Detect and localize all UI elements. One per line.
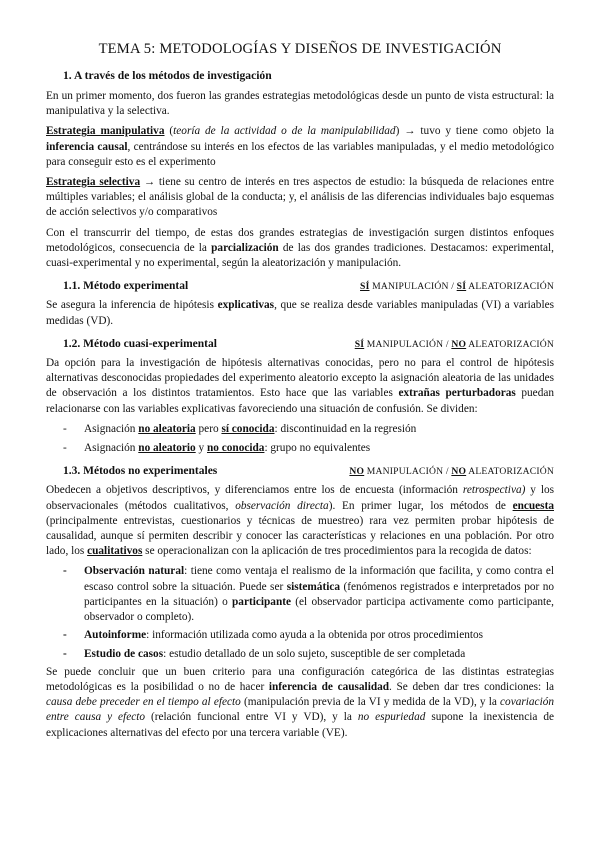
method-tag: SÍ MANIPULACIÓN / SÍ ALEATORIZACIÓN (360, 281, 554, 293)
subsection-1-3 (46, 464, 554, 479)
manipulative-paragraph: Estrategia manipulativa (teoría de la actividad o de la manipulabilidad) → tuvo y tiene como objeto la inferencia causal, centrándose su interés en los efectos de las variables manipuladas, y el medio metodológico para conseguir esto es el experimento (46, 125, 554, 168)
page-title: TEMA 5: METODOLOGÍAS Y DISEÑOS DE INVESTIGACIÓN (98, 41, 502, 57)
list-item: - Observación natural: tiene como ventaja el realismo de la información que facilita, y como contra el escaso control sobre la situación. Puede ser sistemática (fenómenos registrados e interpretados por no participantes en la situación) o participante (el observador participa activamente como participante, observador o completo). (46, 564, 554, 625)
method-tag: SÍ MANIPULACIÓN / NO ALEATORIZACIÓN (354, 338, 554, 350)
method-tag: NO MANIPULACIÓN / NO ALEATORIZACIÓN (349, 466, 554, 478)
selective-paragraph: Estrategia selectiva → tiene su centro de interés en tres aspectos de estudio: la búsqueda de relaciones entre múltiples variables; el análisis global de la conducta; y, el análisis de las diferencias individuales bajo esquemas de acción selectivos y/o comparativos (46, 176, 555, 219)
non-experimental-paragraph: Obedecen a objetivos descriptivos, y diferenciamos entre los de encuesta (información retrospectiva) y los observacionales (métodos cualitativos, observación directa). En primer lugar, los métodos de encuesta (principalmente entrevistas, cuestionarios y técnicas de muestreo) rara vez permiten probar hipótesis de causalidad, aunque sí permiten describir y conocer las características y relaciones en una población. Por otro lado, los cualitativos se operacionalizan con la aplicación de tres procedimientos para la recogida de datos: (46, 484, 555, 558)
subsection-title: 1.3. Métodos no experimentales (63, 465, 218, 478)
subsection-title: 1.2. Método cuasi-experimental (63, 337, 217, 350)
list-item: - Estudio de casos: estudio detallado de un solo sujeto, susceptible de ser completada (46, 647, 554, 662)
subsection-title: 1.1. Método experimental (63, 280, 189, 293)
experimental-paragraph: Se asegura la inferencia de hipótesis explicativas, que se realiza desde variables manipuladas (VI) a variables medidas (VD). (46, 299, 554, 327)
conclusion-paragraph: Se puede concluir que un buen criterio para una configuración categórica de las distintas estrategias metodológicas es la posibilidad o no de hacer inferencia de causalidad. Se deben dar tres condiciones: la causa debe preceder en el tiempo al efecto (manipulación previa de la VI y medida de la VD), y la covariación entre causa y efecto (relación funcional entre VI y VD), y la no espuriedad supone la inexistencia de explicaciones alternativas del efecto por una tercera variable (VE). (46, 665, 555, 739)
subsection-1-1 (46, 279, 554, 294)
section-heading: 1. A través de los métodos de investigación (63, 69, 272, 82)
subsection-1-2 (46, 337, 554, 352)
list-item: - Asignación no aleatoria pero sí conocida: discontinuidad en la regresión (46, 422, 554, 437)
list-item: - Asignación no aleatorio y no conocida: grupo no equivalentes (46, 441, 554, 456)
quasi-paragraph: Da opción para la investigación de hipótesis alternativas conocidas, pero no para el control de hipótesis alternativas desconocidas propiedades del experimento aleatorio excepto la asignación aleatoria de las unidades de observación a los distintos tratamientos. Esto hace que las variables extrañas perturbadoras puedan relacionarse con las variables explicativas favoreciendo una situación de confusión. Se dividen: (46, 357, 555, 415)
list-item: - Autoinforme: información utilizada como ayuda a la obtenida por otros procedimientos (46, 628, 554, 643)
transcurso-paragraph: Con el transcurrir del tiempo, de estas dos grandes estrategias de investigación surgen distintos enfoques metodológicos, consecuencia de la parcialización de las dos grandes tradiciones. Destacamos: experimental, cuasi-experimental y no experimental, según la aleatorización y manipulación. (46, 226, 554, 270)
intro-paragraph: En un primer momento, dos fueron las grandes estrategias metodológicas desde un punto de vista estructural: la manipulativa y la selectiva. (46, 90, 554, 118)
